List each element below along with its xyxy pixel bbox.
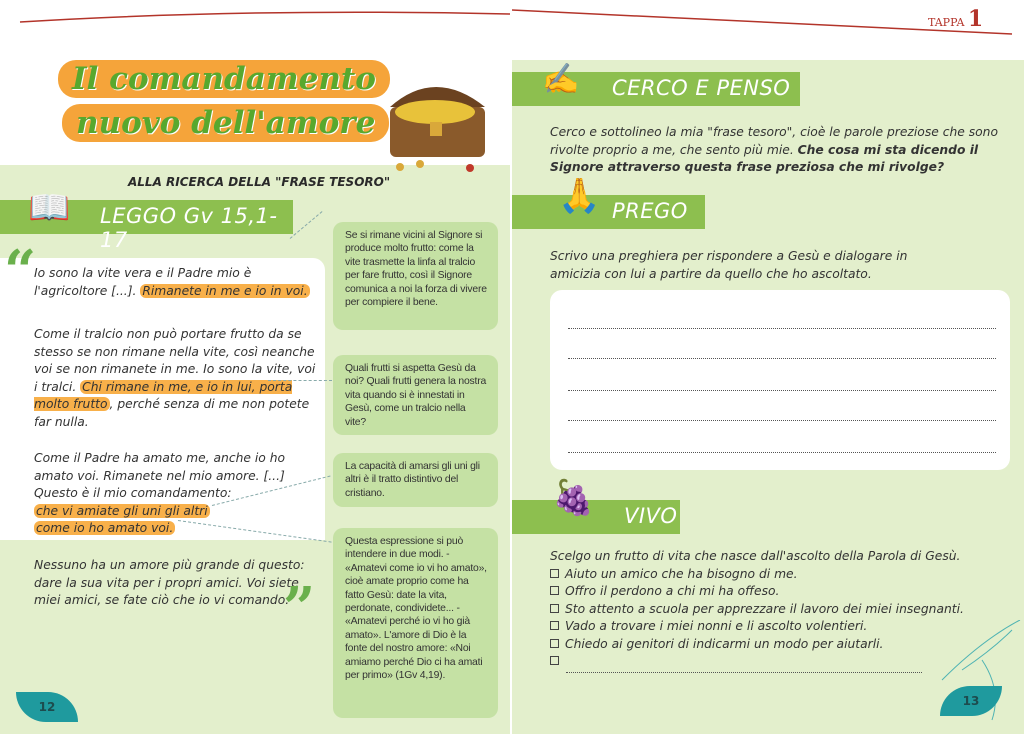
checkbox[interactable] xyxy=(550,639,559,648)
cerco-body: Cerco e sottolineo la mia "frase tesoro", cioè le parole preziose che sono rivolte proprio a me, che sento più mie. xyxy=(550,125,998,157)
right-page xyxy=(512,0,1024,734)
scripture-p1 xyxy=(34,265,314,300)
checkbox[interactable] xyxy=(550,621,559,630)
scripture-p4: Nessuno ha un amore più grande di questo: dare la sua vita per i propri amici. Voi siete miei amici, se fate ciò che io vi comando. xyxy=(34,558,305,607)
treasure-highlight: Rimanete in me e io in voi. xyxy=(142,283,308,298)
option-label: Sto attento a scuola per apprezzare il lavoro dei miei insegnanti. xyxy=(565,601,964,616)
checkbox[interactable] xyxy=(550,586,559,595)
note-connector xyxy=(268,380,332,381)
writing-line xyxy=(568,452,996,453)
section-subtitle: ALLA RICERCA DELLA "FRASE TESORO" xyxy=(128,175,391,189)
scripture-text: Come il tralcio non può portare frutto da se stesso se non rimane nella vite, così neanche voi se non rimanete in me. Io sono la vite, voi i tralci. xyxy=(34,327,316,394)
vivo-intro: Scelgo un frutto di vita che nasce dall'ascolto della Parola di Gesù. xyxy=(550,549,961,563)
option-label: Aiuto un amico che ha bisogno di me. xyxy=(565,566,798,581)
leggo-heading: LEGGO Gv 15,1-17 xyxy=(0,200,293,234)
note-1: Se si rimane vicini al Signore si produce molto frutto: come la vite trasmette la linfa al tralcio per fare frutto, così il Signore comunica a noi la forza di vivere per compiere il bene. xyxy=(333,222,498,330)
open-quote-icon: “ xyxy=(4,238,37,304)
checkbox[interactable] xyxy=(550,604,559,613)
decorative-red-line xyxy=(0,0,510,40)
title-line-2: nuovo dell'amore xyxy=(62,104,389,142)
tappa-label xyxy=(928,6,983,32)
page-number: 13 xyxy=(940,686,1002,716)
option-label: Vado a trovare i miei nonni e li ascolto volentieri. xyxy=(565,619,868,633)
writing-line xyxy=(568,420,996,421)
treasure-highlight: Chi rimane in me, e io in lui, porta molto frutto xyxy=(34,379,293,411)
prego-heading: PREGO xyxy=(512,195,705,229)
vivo-option[interactable] xyxy=(550,583,1010,601)
treasure-highlight: come io ho amato voi. xyxy=(36,521,174,535)
scripture-text: , perché senza di me non potete far nulla. xyxy=(34,397,310,429)
vivo-heading: VIVO xyxy=(512,500,680,534)
scripture-p3 xyxy=(34,450,304,538)
treasure-chest-icon xyxy=(380,72,500,172)
note-4: Questa espressione si può intendere in due modi. - «Amatevi come io vi ho amato», cioè amate proprio come ha fatto Gesù: date la vita, perdonate, condividete... - «Amatevi perché io vi ho già amato». L'amore di Dio è la fonte del nostro amore: «Noi amiamo perché Dio ci ha amati per primo» (1Gv 4,19). xyxy=(333,528,498,718)
vivo-option[interactable] xyxy=(550,566,1010,584)
page-number: 12 xyxy=(16,692,78,722)
writing-line xyxy=(568,358,996,359)
scripture-text: Come il Padre ha amato me, anche io ho amato voi. Rimanete nel mio amore. [...] Questo è il mio comandamento: xyxy=(34,451,286,500)
checkbox[interactable] xyxy=(550,569,559,578)
scripture-text: Io sono la vite vera e il Padre mio è l'agricoltore [...]. xyxy=(34,266,252,298)
treasure-highlight: che vi amiate gli uni gli altri xyxy=(36,503,208,518)
cerco-text xyxy=(550,124,1000,177)
writing-line xyxy=(568,328,996,329)
note-2: Quali frutti si aspetta Gesù da noi? Quali frutti genera la nostra vita quando si è innestati in Gesù, come un tralcio nella vite? xyxy=(333,355,498,435)
option-label: Offro il perdono a chi mi ha offeso. xyxy=(565,584,780,598)
left-page xyxy=(0,0,510,734)
custom-option-line[interactable] xyxy=(566,672,922,673)
scripture-p2 xyxy=(34,326,319,431)
grapes-hands-icon: 🍇 xyxy=(552,478,595,518)
title-line-1: Il comandamento xyxy=(58,60,390,98)
tappa-number: 1 xyxy=(967,6,984,32)
writing-line xyxy=(568,390,996,391)
checkbox[interactable] xyxy=(550,656,559,665)
cerco-question: Che cosa mi sta dicendo il Signore attraverso questa frase preziosa che mi rivolge? xyxy=(550,142,979,174)
open-book-icon: 📖 xyxy=(28,188,71,228)
prego-text: Scrivo una preghiera per rispondere a Gesù e dialogare in amicizia con lui a partire da quello che ho ascoltato. xyxy=(550,249,908,281)
writing-hand-icon: ✍️ xyxy=(542,62,580,97)
cerco-heading: CERCO E PENSO xyxy=(512,72,800,106)
prayer-writing-box[interactable] xyxy=(550,290,1010,470)
close-quote-icon: ” xyxy=(283,575,316,641)
vivo-option[interactable] xyxy=(550,601,1010,619)
praying-hands-icon: 🙏 xyxy=(558,176,601,216)
note-3: La capacità di amarsi gli uni gli altri è il tratto distintivo del cristiano. xyxy=(333,453,498,507)
option-label: Chiedo ai genitori di indicarmi un modo per aiutarli. xyxy=(565,636,884,651)
page-title xyxy=(58,60,390,148)
tappa-text: TAPPA xyxy=(928,16,965,29)
